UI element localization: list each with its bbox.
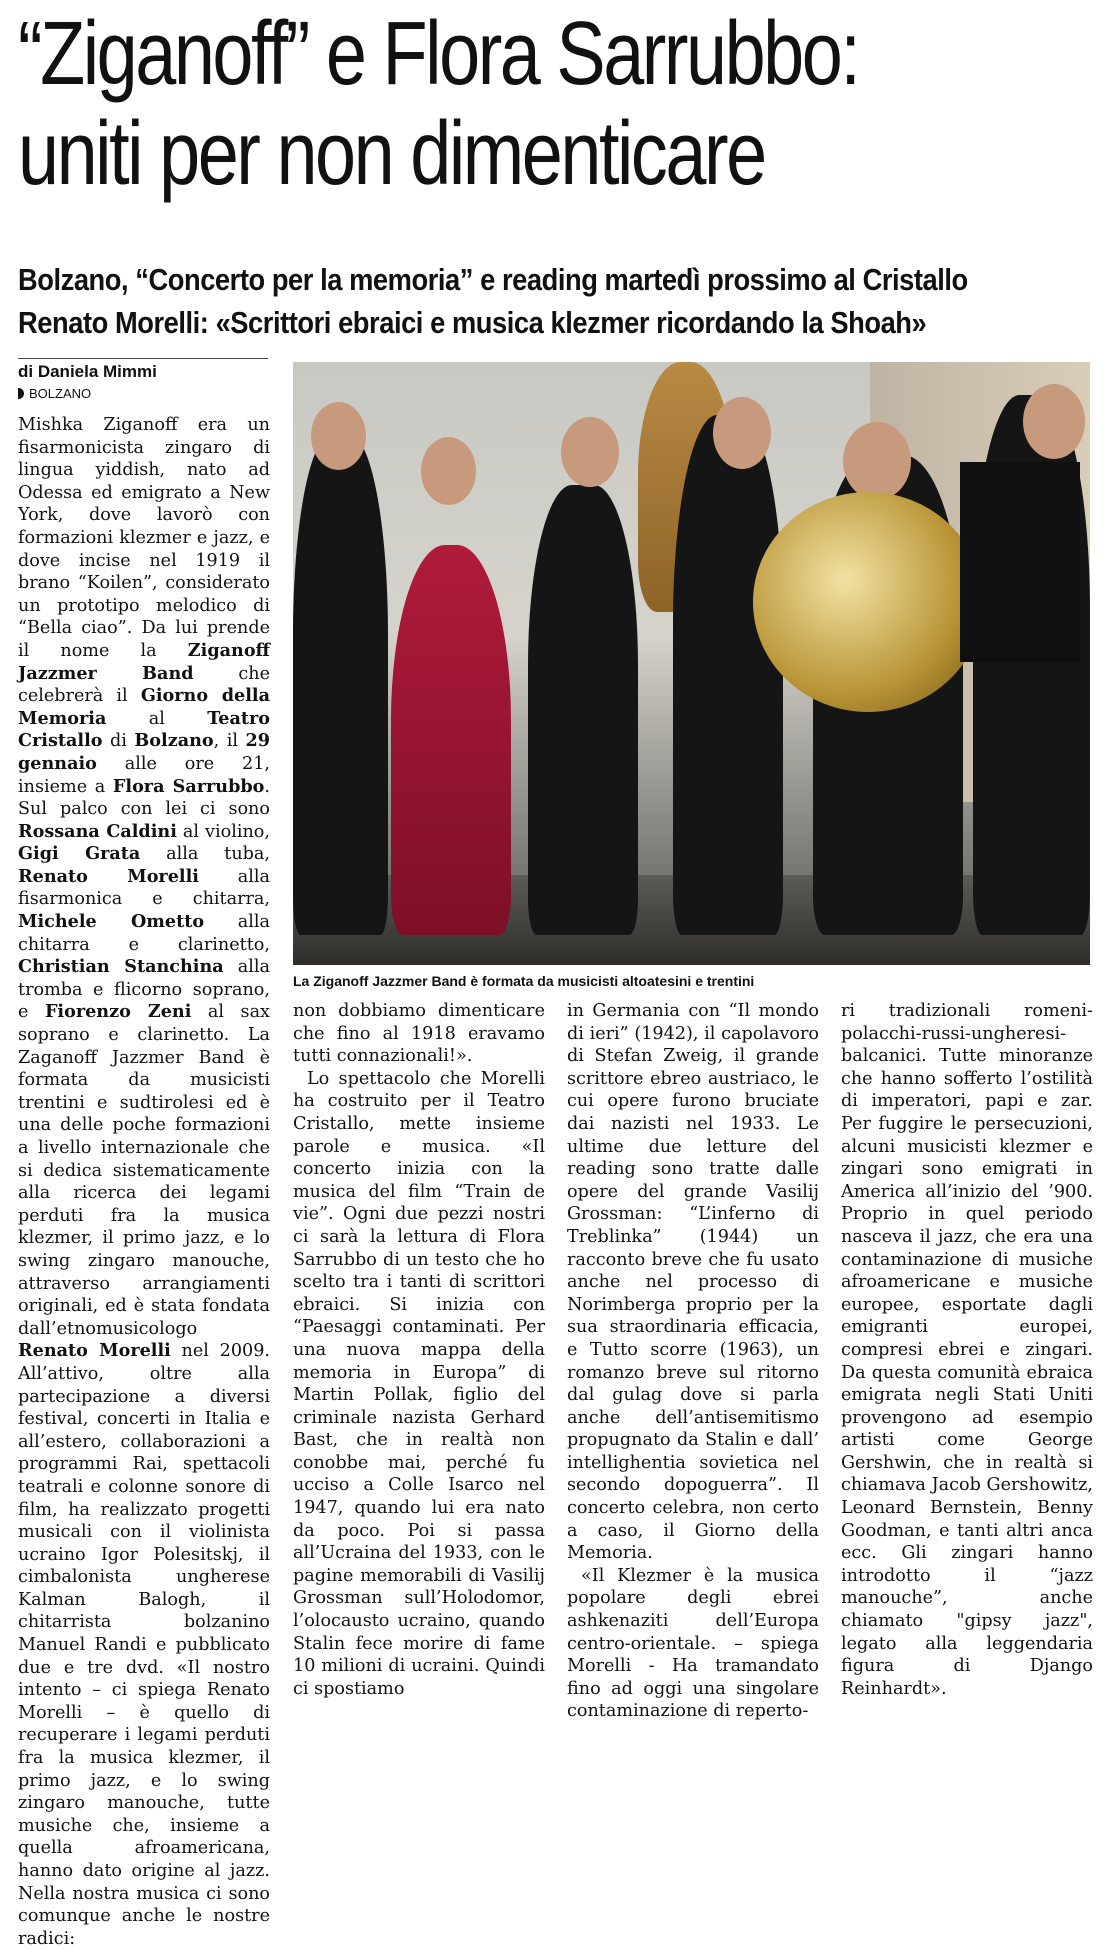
highlighted-name: Teatro Cristallo — [18, 707, 270, 752]
headline — [18, 4, 904, 204]
article-paragraph: «Il Klezmer è la musica popolare degli ebrei ashkenaziti dell’Europa centro-orientale. – spiega Morelli - Ha tramandato fino ad oggi una singolare contaminazione di reperto- — [567, 1565, 819, 1722]
musician-head — [311, 402, 366, 470]
highlighted-name: Rossana Caldini — [18, 820, 177, 842]
musician-figure — [528, 485, 638, 935]
headline-line-2: uniti per non dimenticare — [18, 104, 765, 204]
highlighted-name: Fiorenzo Zeni — [44, 1001, 192, 1023]
article-column-2 — [293, 1000, 545, 1700]
headline-line-1: “Ziganoff” e Flora Sarrubbo: — [18, 4, 859, 104]
article-paragraph: non dobbiamo dimenticare che fino al 1918 eravamo tutti connazionali!». — [293, 1001, 545, 1067]
highlighted-name: Christian Stanchina — [18, 956, 224, 978]
article-paragraph: Lo spettacolo che Morelli ha costruito per il Teatro Cristallo, mette insieme parole e musica. «Il concerto inizia con la musica del film “Train de vie”. Ogni due pezzi nostri ci sarà la lettura di Flora Sarrubbo di un testo che ho scelto tra i tanti di scrittori ebraici. Si inizia con “Paesaggi contaminati. Per una nuova mappa della memoria in Europa” di Martin Pollak, figlio del criminale nazista Gerhard Bast, che in realtà non conobbe mai, perché fu ucciso a Colle Isarco nel 1947, quando lui era nato da poco. Poi si passa all’Ucraina del 1933, con le pagine memorabili di Vasilij Grossman sull’Holodomor, l’olocausto ucraino, quando Stalin fece morire di fame 10 milioni di ucraini. Quindi ci spostiamo — [293, 1068, 545, 1699]
highlighted-name: Giorno della Memoria — [18, 685, 270, 729]
highlighted-name: Michele Ometto — [18, 911, 205, 933]
tuba-shape — [753, 492, 983, 712]
article-paragraph: ri tradizionali romeni-polacchi-russi-ungheresi-balcanici. Tutte minoranze che hanno sofferto l’ostilità di imperatori, papi e zar. Per fuggire le persecuzioni, alcuni musicisti klezmer e zingari sono emigrati in America all’inizio del ’900. Proprio in quel periodo nasceva il jazz, che era una contaminazione di musiche afroamericane e musiche europee, esportate dagli emigranti europei, compresi ebrei e zingari. Da questa comunità ebraica emigrata negli Stati Uniti provengono ad esempio artisti come George Gershwin, che in realtà si chiamava Jacob Gershowitz, Leonard Bernstein, Benny Goodman, e tanti altri anca ecc. Gli zingari hanno introdotto il “jazz manouche”, anche chiamato "gipsy jazz", legato alla leggendaria figura di Django Reinhardt». — [841, 1001, 1093, 1699]
highlighted-name: Bolzano — [134, 730, 214, 752]
band-photo — [293, 362, 1090, 965]
violinist-dress — [391, 545, 511, 935]
article-column-1 — [18, 414, 270, 1950]
byline: di Daniela Mimmi — [18, 362, 157, 381]
article-column-3 — [567, 1000, 819, 1723]
musician-figure — [293, 435, 388, 935]
byline-rule — [18, 358, 268, 359]
musician-figure — [673, 415, 783, 935]
dateline-marker-icon — [18, 388, 24, 399]
highlighted-name: Renato Morelli — [18, 865, 199, 887]
article-column-4 — [841, 1000, 1093, 1700]
highlighted-name: 29 gennaio — [18, 730, 270, 774]
subheadline-line-1: Bolzano, “Concerto per la memoria” e reading martedì prossimo al Cristallo — [18, 262, 968, 297]
dateline — [18, 386, 91, 401]
dateline-text: BOLZANO — [29, 386, 92, 401]
musician-head — [561, 417, 619, 487]
highlighted-name: Flora Sarrubbo — [112, 775, 265, 797]
article-paragraph: in Germania con “Il mondo di ieri” (1942), il capolavoro di Stefan Zweig, il grande scrittore ebreo austriaco, le cui opere furono bruciate dai nazisti nel 1933. Le ultime due letture del reading sono tratte dalle opere del grande Vasilij Grossman: “L’inferno di Treblinka” (1944) un racconto breve che fu usato anche nel processo di Norimberga proprio per la sua straordinaria efficacia, e Tutto scorre (1963), un romanzo breve sul ritorno dal gulag dove si parla anche dell’antisemitismo propugnato da Stalin e dall’ intellighentia sovietica nel secondo dopoguerra”. Il concerto celebra, non certo a caso, il Giorno della Memoria. — [567, 1001, 819, 1564]
subheadline — [18, 258, 982, 344]
photo-caption: La Ziganoff Jazzmer Band è formata da musicisti altoatesini e trentini — [293, 973, 755, 989]
highlighted-name: Ziganoff Jazzmer Band — [18, 639, 270, 684]
musician-head — [1023, 384, 1085, 459]
highlighted-name: Gigi Grata — [18, 843, 141, 865]
musician-head — [843, 422, 911, 500]
accordion-shape — [960, 462, 1080, 662]
article-paragraph: Mishka Ziganoff era un fisarmonicista zingaro di lingua yiddish, nato ad Odessa ed emigrato a New York, dove lavorò con formazioni klezmer e jazz, e dove incise nel 1919 il brano “Koilen”, considerato un prototipo melodico di “Bella ciao”. Da lui prende il nome la Ziganoff Jazzmer Band che celebrerà il Giorno della Memoria al Teatro Cristallo di Bolzano, il 29 gennaio alle ore 21, insieme a Flora Sarrubbo. Sul palco con lei ci sono Rossana Caldini al violino, Gigi Grata alla tuba, Renato Morelli alla fisarmonica e chitarra, Michele Ometto alla chitarra e clarinetto, Christian Stanchina alla tromba e flicorno soprano, e Fiorenzo Zeni al sax soprano e clarinetto. La Zaganoff Jazzmer Band è formata da musicisti trentini e sudtirolesi ed è una delle poche formazioni a livello internazionale che si dedica sistematicamente alla ricerca dei legami perduti fra la musica klezmer, il primo jazz, e lo swing zingaro manouche, attraverso arrangiamenti originali, ed è stata fondata dall’etnomusicologo Renato Morelli nel 2009. All’attivo, oltre alla partecipazione a diversi festival, concerti in Italia e all’estero, collaborazioni a programmi Rai, spettacoli teatrali e colonne sonore di film, ha realizzato progetti musicali con il violinista ucraino Igor Polesitskj, il cimbalonista ungherese Kalman Balogh, il chitarrista bolzanino Manuel Randi e pubblicato due e tre dvd. «Il nostro intento – ci spiega Renato Morelli – è quello di recuperare i legami perduti fra la musica klezmer, il primo jazz, e lo swing zingaro manouche, tutte musiche che, insieme a quella afroamericana, hanno dato origine al jazz. Nella nostra musica ci sono comunque anche le nostre radici: — [18, 415, 271, 1949]
musician-head — [713, 397, 771, 469]
musician-head — [421, 437, 476, 505]
highlighted-name: Renato Morelli — [18, 1340, 171, 1362]
subheadline-line-2: Renato Morelli: «Scrittori ebraici e musica klezmer ricordando la Shoah» — [18, 305, 927, 340]
